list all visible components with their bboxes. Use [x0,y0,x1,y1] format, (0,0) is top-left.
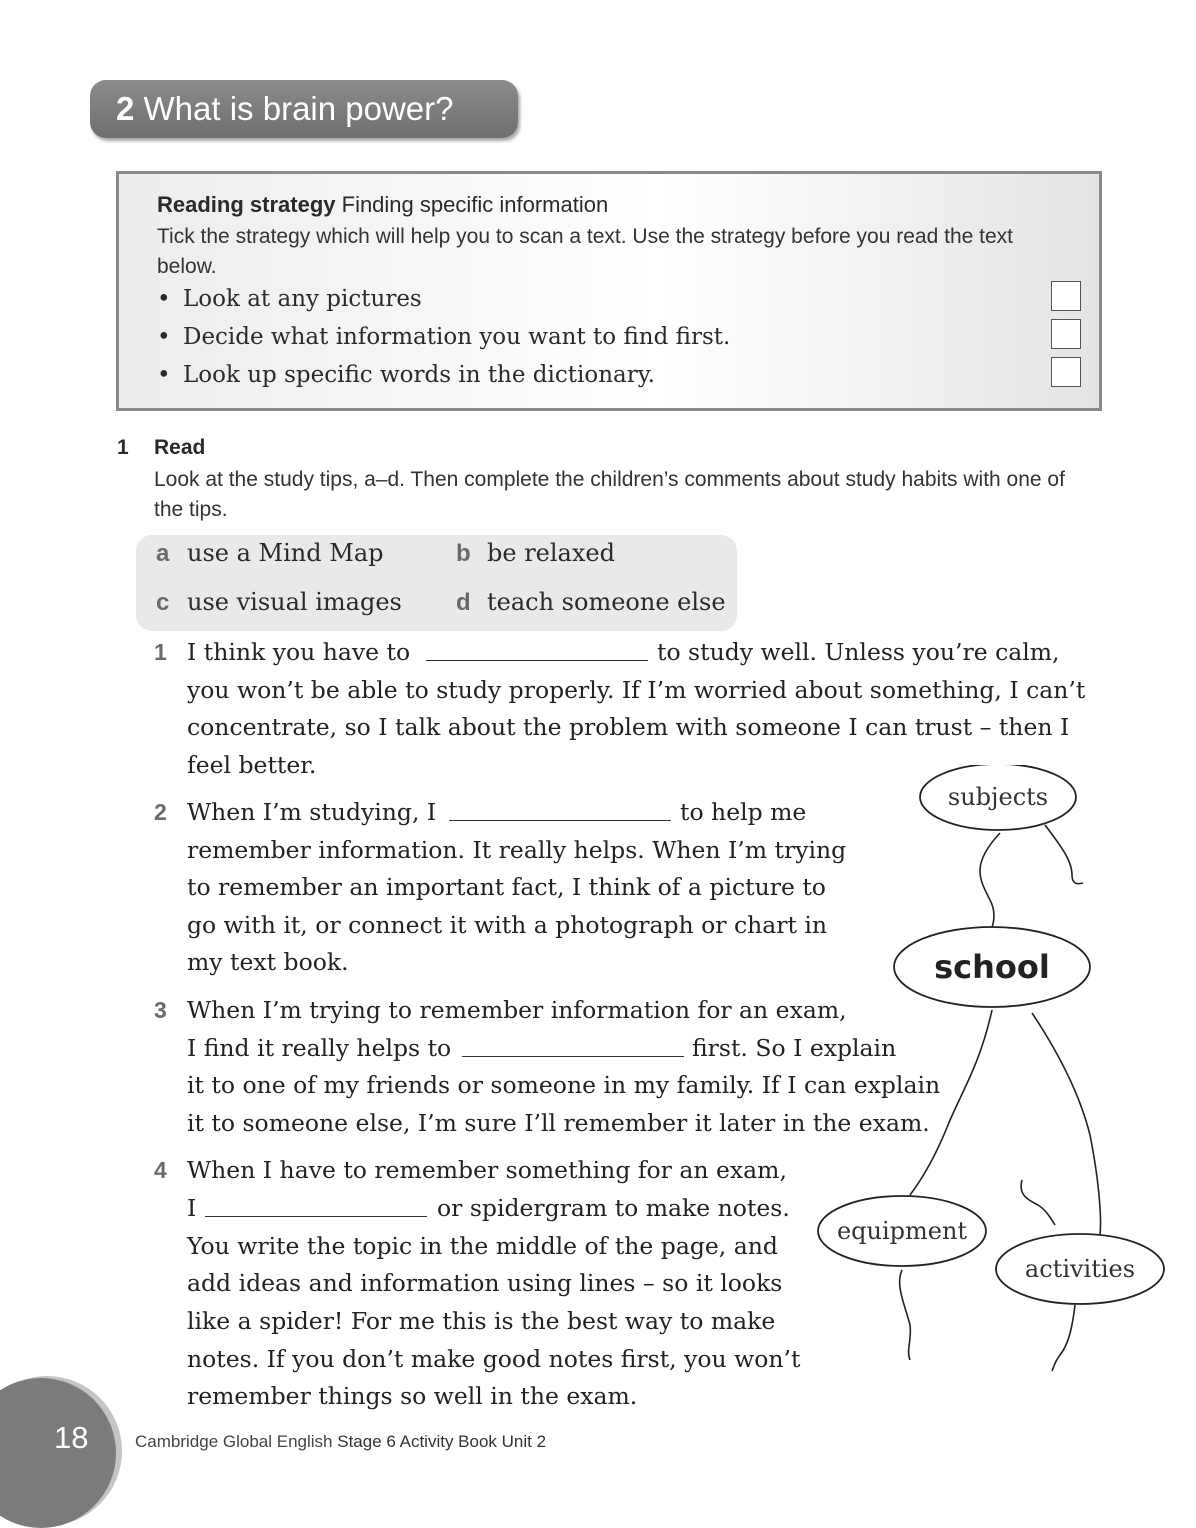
comment-text: You write the topic in the middle of the page, and [187,1232,778,1260]
tip-item [156,588,402,617]
tip-letter: c [156,589,170,616]
answer-blank[interactable] [205,1196,427,1217]
comment-number: 3 [154,997,167,1023]
footer-caption [135,1432,546,1452]
comment-text: remember information. It really helps. When I’m trying [187,836,847,864]
strategy-instructions: Tick the strategy which will help you to scan a text. Use the strategy before you read the text below. [157,225,1013,278]
strategy-heading [157,192,608,218]
comment-text: add ideas and information using lines – so it looks [187,1269,783,1297]
comment-text: it to someone else, I’m sure I’ll remember it later in the exam. [187,1109,930,1137]
strategy-option [157,324,730,350]
mind-map-branch [1032,1013,1101,1235]
strategy-option [157,286,422,312]
comment-text: to help me [680,798,807,826]
strategy-subtitle: Finding specific information [341,192,609,217]
unit-number: 2 [116,90,135,127]
comment-text: first. So I explain [692,1034,897,1062]
mind-map-label-activities: activities [1024,1255,1136,1283]
comment-text: When I have to remember something for an exam, [187,1156,787,1184]
answer-blank[interactable] [449,800,671,821]
strategy-option [157,362,655,388]
mind-map-branch [1021,1180,1055,1225]
tip-item [456,539,615,568]
tick-checkbox[interactable] [1051,319,1081,349]
comment-text: notes. If you don’t make good notes first, you won’t [187,1345,801,1373]
mind-map-branch [900,1270,911,1360]
tip-item [156,539,384,568]
mind-map-branch [980,833,1000,935]
tip-letter: a [156,540,170,567]
comment-text: remember things so well in the exam. [187,1382,638,1410]
comment-text: feel better. [187,751,317,779]
bullet-dot: • [157,362,171,388]
mind-map-label-school: school [934,948,1050,986]
unit-header [90,80,518,138]
strategy-option-text: Look up specific words in the dictionary. [183,362,655,388]
exercise-number: 1 [117,436,129,459]
tip-text: teach someone else [487,588,726,616]
comment-text: I think you have to [187,638,411,666]
strategy-option-text: Look at any pictures [183,286,422,312]
tip-text: be relaxed [487,539,615,567]
mind-map-branch [1045,825,1083,884]
mind-map-label-equipment: equipment [836,1217,968,1245]
reading-strategy-box [116,171,1102,411]
mind-map-branch [1052,1305,1075,1371]
tip-text: use a Mind Map [187,539,384,567]
tick-checkbox[interactable] [1051,357,1081,387]
page-number: 18 [54,1420,89,1455]
comment-text: you won’t be able to study properly. If I’m worried about something, I can’t [187,676,1086,704]
comment-text: I find it really helps to [187,1034,452,1062]
comment-number: 4 [154,1157,167,1183]
mind-map-label-subjects: subjects [947,783,1049,811]
unit-title: What is brain power? [143,90,454,127]
footer-book: Stage 6 Activity Book Unit 2 [337,1432,547,1451]
answer-blank[interactable] [426,640,648,661]
tip-letter: b [456,540,471,567]
tick-checkbox[interactable] [1051,281,1081,311]
bullet-dot: • [157,324,171,350]
mind-map-diagram [810,765,1180,1385]
comment-text: When I’m studying, I [187,798,437,826]
comment-number: 1 [154,639,167,665]
tip-item [456,588,726,617]
strategy-option-text: Decide what information you want to find first. [183,324,731,350]
study-tips-box [136,535,737,631]
comment-text: like a spider! For me this is the best way to make [187,1307,776,1335]
comment-text: to study well. Unless you’re calm, [657,638,1060,666]
tip-letter: d [456,589,471,616]
comment-text: my text book. [187,948,349,976]
tip-text: use visual images [187,588,402,616]
comment-text: it to one of my friends or someone in my family. If I can explain [187,1071,941,1099]
comment-number: 2 [154,799,167,825]
answer-blank[interactable] [462,1036,684,1057]
bullet-dot: • [157,286,171,312]
strategy-label: Reading strategy [157,192,336,217]
comment-text: or spidergram to make notes. [437,1194,790,1222]
exercise-title: Read [154,436,206,459]
footer-publisher: Cambridge Global English [135,1432,333,1451]
comment-text: I [187,1194,197,1222]
comment-text: to remember an important fact, I think of a picture to [187,873,826,901]
comment-text: concentrate, so I talk about the problem with someone I can trust – then I [187,713,1070,741]
exercise-instructions: Look at the study tips, a–d. Then complete the children’s comments about study habits with one of the tips. [154,468,1065,521]
comment-text: When I’m trying to remember information for an exam, [187,996,847,1024]
comment-text: go with it, or connect it with a photograph or chart in [187,911,828,939]
mind-map-branch [910,1010,992,1195]
